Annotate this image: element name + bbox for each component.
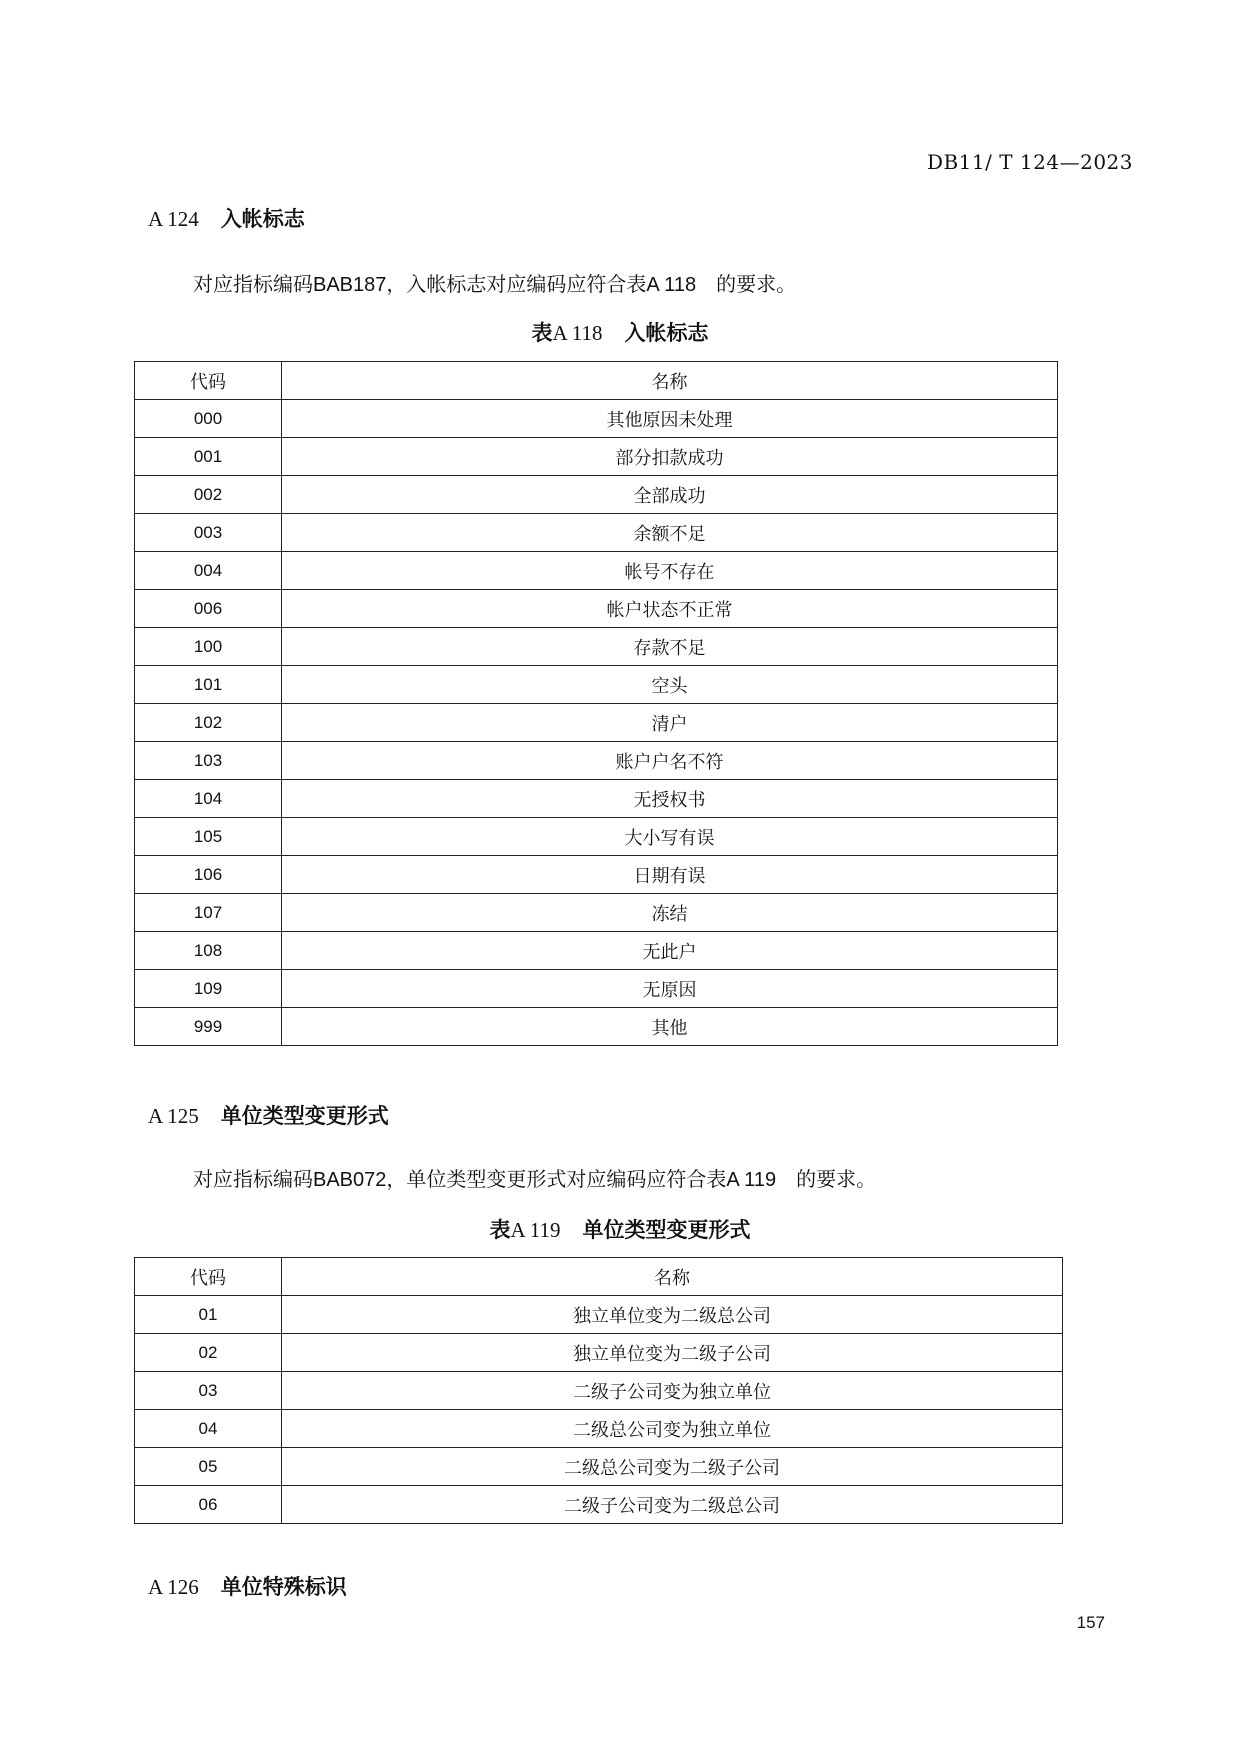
table-reference: A 119 — [726, 1169, 777, 1191]
header-name: 名称 — [282, 362, 1058, 400]
name-cell: 二级总公司变为二级子公司 — [282, 1448, 1063, 1486]
code-cell: 01 — [135, 1296, 282, 1334]
section-title: 单位类型变更形式 — [220, 1104, 389, 1128]
table-row — [135, 932, 1058, 970]
name-cell: 无原因 — [282, 970, 1058, 1008]
name-cell: 余额不足 — [282, 514, 1058, 552]
code-cell: 999 — [135, 1008, 282, 1046]
table-reference: A 118 — [646, 274, 697, 296]
para-text: ，单位类型变更形式对应编码应符合表 — [386, 1167, 727, 1191]
code-cell: 103 — [135, 742, 282, 780]
code-cell: 02 — [135, 1334, 282, 1372]
paragraph-a124 — [193, 268, 796, 297]
section-heading-a126 — [148, 1571, 347, 1601]
name-cell: 其他原因未处理 — [282, 400, 1058, 438]
code-cell: 04 — [135, 1410, 282, 1448]
caption-prefix: 表 — [489, 1218, 511, 1242]
section-number: A 125 — [148, 1104, 199, 1128]
table-caption-a119 — [0, 1214, 1240, 1244]
table-row — [135, 1296, 1063, 1334]
name-cell: 帐号不存在 — [282, 552, 1058, 590]
table-row — [135, 970, 1058, 1008]
name-cell: 冻结 — [282, 894, 1058, 932]
name-cell: 帐户状态不正常 — [282, 590, 1058, 628]
name-cell: 二级总公司变为独立单位 — [282, 1410, 1063, 1448]
header-code: 代码 — [135, 362, 282, 400]
header-name: 名称 — [282, 1258, 1063, 1296]
page-number: 157 — [1076, 1613, 1105, 1632]
table-row — [135, 1372, 1063, 1410]
table-body — [135, 1296, 1063, 1524]
code-cell: 006 — [135, 590, 282, 628]
table-row — [135, 818, 1058, 856]
indicator-code: BAB187 — [313, 274, 387, 296]
code-cell: 004 — [135, 552, 282, 590]
table-row — [135, 1334, 1063, 1372]
table-header-row — [135, 362, 1058, 400]
table-row — [135, 856, 1058, 894]
table-row — [135, 742, 1058, 780]
code-cell: 109 — [135, 970, 282, 1008]
section-heading-a124 — [148, 203, 305, 233]
table-row — [135, 552, 1058, 590]
code-cell: 003 — [135, 514, 282, 552]
caption-number: A 118 — [552, 321, 603, 345]
name-cell: 独立单位变为二级总公司 — [282, 1296, 1063, 1334]
code-cell: 104 — [135, 780, 282, 818]
section-number: A 124 — [148, 207, 199, 231]
name-cell: 账户户名不符 — [282, 742, 1058, 780]
table-row — [135, 1410, 1063, 1448]
table-header-row — [135, 1258, 1063, 1296]
caption-prefix: 表 — [531, 321, 553, 345]
table-caption-a118 — [0, 317, 1240, 347]
code-cell: 000 — [135, 400, 282, 438]
code-cell: 108 — [135, 932, 282, 970]
section-number: A 126 — [148, 1575, 199, 1599]
code-cell: 106 — [135, 856, 282, 894]
table-row — [135, 514, 1058, 552]
name-cell: 无授权书 — [282, 780, 1058, 818]
table-row — [135, 1448, 1063, 1486]
section-title: 单位特殊标识 — [220, 1575, 347, 1599]
name-cell: 日期有误 — [282, 856, 1058, 894]
table-row — [135, 628, 1058, 666]
table-row — [135, 476, 1058, 514]
name-cell: 部分扣款成功 — [282, 438, 1058, 476]
section-heading-a125 — [148, 1100, 389, 1130]
name-cell: 独立单位变为二级子公司 — [282, 1334, 1063, 1372]
code-cell: 101 — [135, 666, 282, 704]
table-row — [135, 1486, 1063, 1524]
name-cell: 二级子公司变为独立单位 — [282, 1372, 1063, 1410]
code-cell: 102 — [135, 704, 282, 742]
para-text: 对应指标编码 — [193, 272, 313, 296]
name-cell: 清户 — [282, 704, 1058, 742]
name-cell: 空头 — [282, 666, 1058, 704]
table-a118 — [134, 361, 1058, 1046]
document-id-header: DB11/ T 124—2023 — [926, 150, 1133, 174]
code-cell: 06 — [135, 1486, 282, 1524]
caption-title: 单位类型变更形式 — [582, 1218, 751, 1242]
table-row — [135, 590, 1058, 628]
name-cell: 存款不足 — [282, 628, 1058, 666]
caption-number: A 119 — [510, 1218, 561, 1242]
para-text: 的要求。 — [796, 1167, 877, 1191]
code-cell: 03 — [135, 1372, 282, 1410]
caption-title: 入帐标志 — [624, 321, 709, 345]
table-row — [135, 666, 1058, 704]
para-text: 对应指标编码 — [193, 1167, 313, 1191]
table-row — [135, 438, 1058, 476]
section-title: 入帐标志 — [220, 207, 305, 231]
name-cell: 其他 — [282, 1008, 1058, 1046]
table-row — [135, 894, 1058, 932]
name-cell: 大小写有误 — [282, 818, 1058, 856]
code-cell: 107 — [135, 894, 282, 932]
para-text: 的要求。 — [716, 272, 797, 296]
code-cell: 001 — [135, 438, 282, 476]
name-cell: 二级子公司变为二级总公司 — [282, 1486, 1063, 1524]
para-text: ，入帐标志对应编码应符合表 — [386, 272, 647, 296]
code-cell: 105 — [135, 818, 282, 856]
paragraph-a125 — [193, 1163, 876, 1192]
table-a119 — [134, 1257, 1063, 1524]
header-code: 代码 — [135, 1258, 282, 1296]
name-cell: 全部成功 — [282, 476, 1058, 514]
table-row — [135, 1008, 1058, 1046]
name-cell: 无此户 — [282, 932, 1058, 970]
table-row — [135, 704, 1058, 742]
code-cell: 100 — [135, 628, 282, 666]
table-row — [135, 400, 1058, 438]
table-body — [135, 400, 1058, 1046]
table-row — [135, 780, 1058, 818]
code-cell: 05 — [135, 1448, 282, 1486]
code-cell: 002 — [135, 476, 282, 514]
indicator-code: BAB072 — [313, 1169, 387, 1191]
